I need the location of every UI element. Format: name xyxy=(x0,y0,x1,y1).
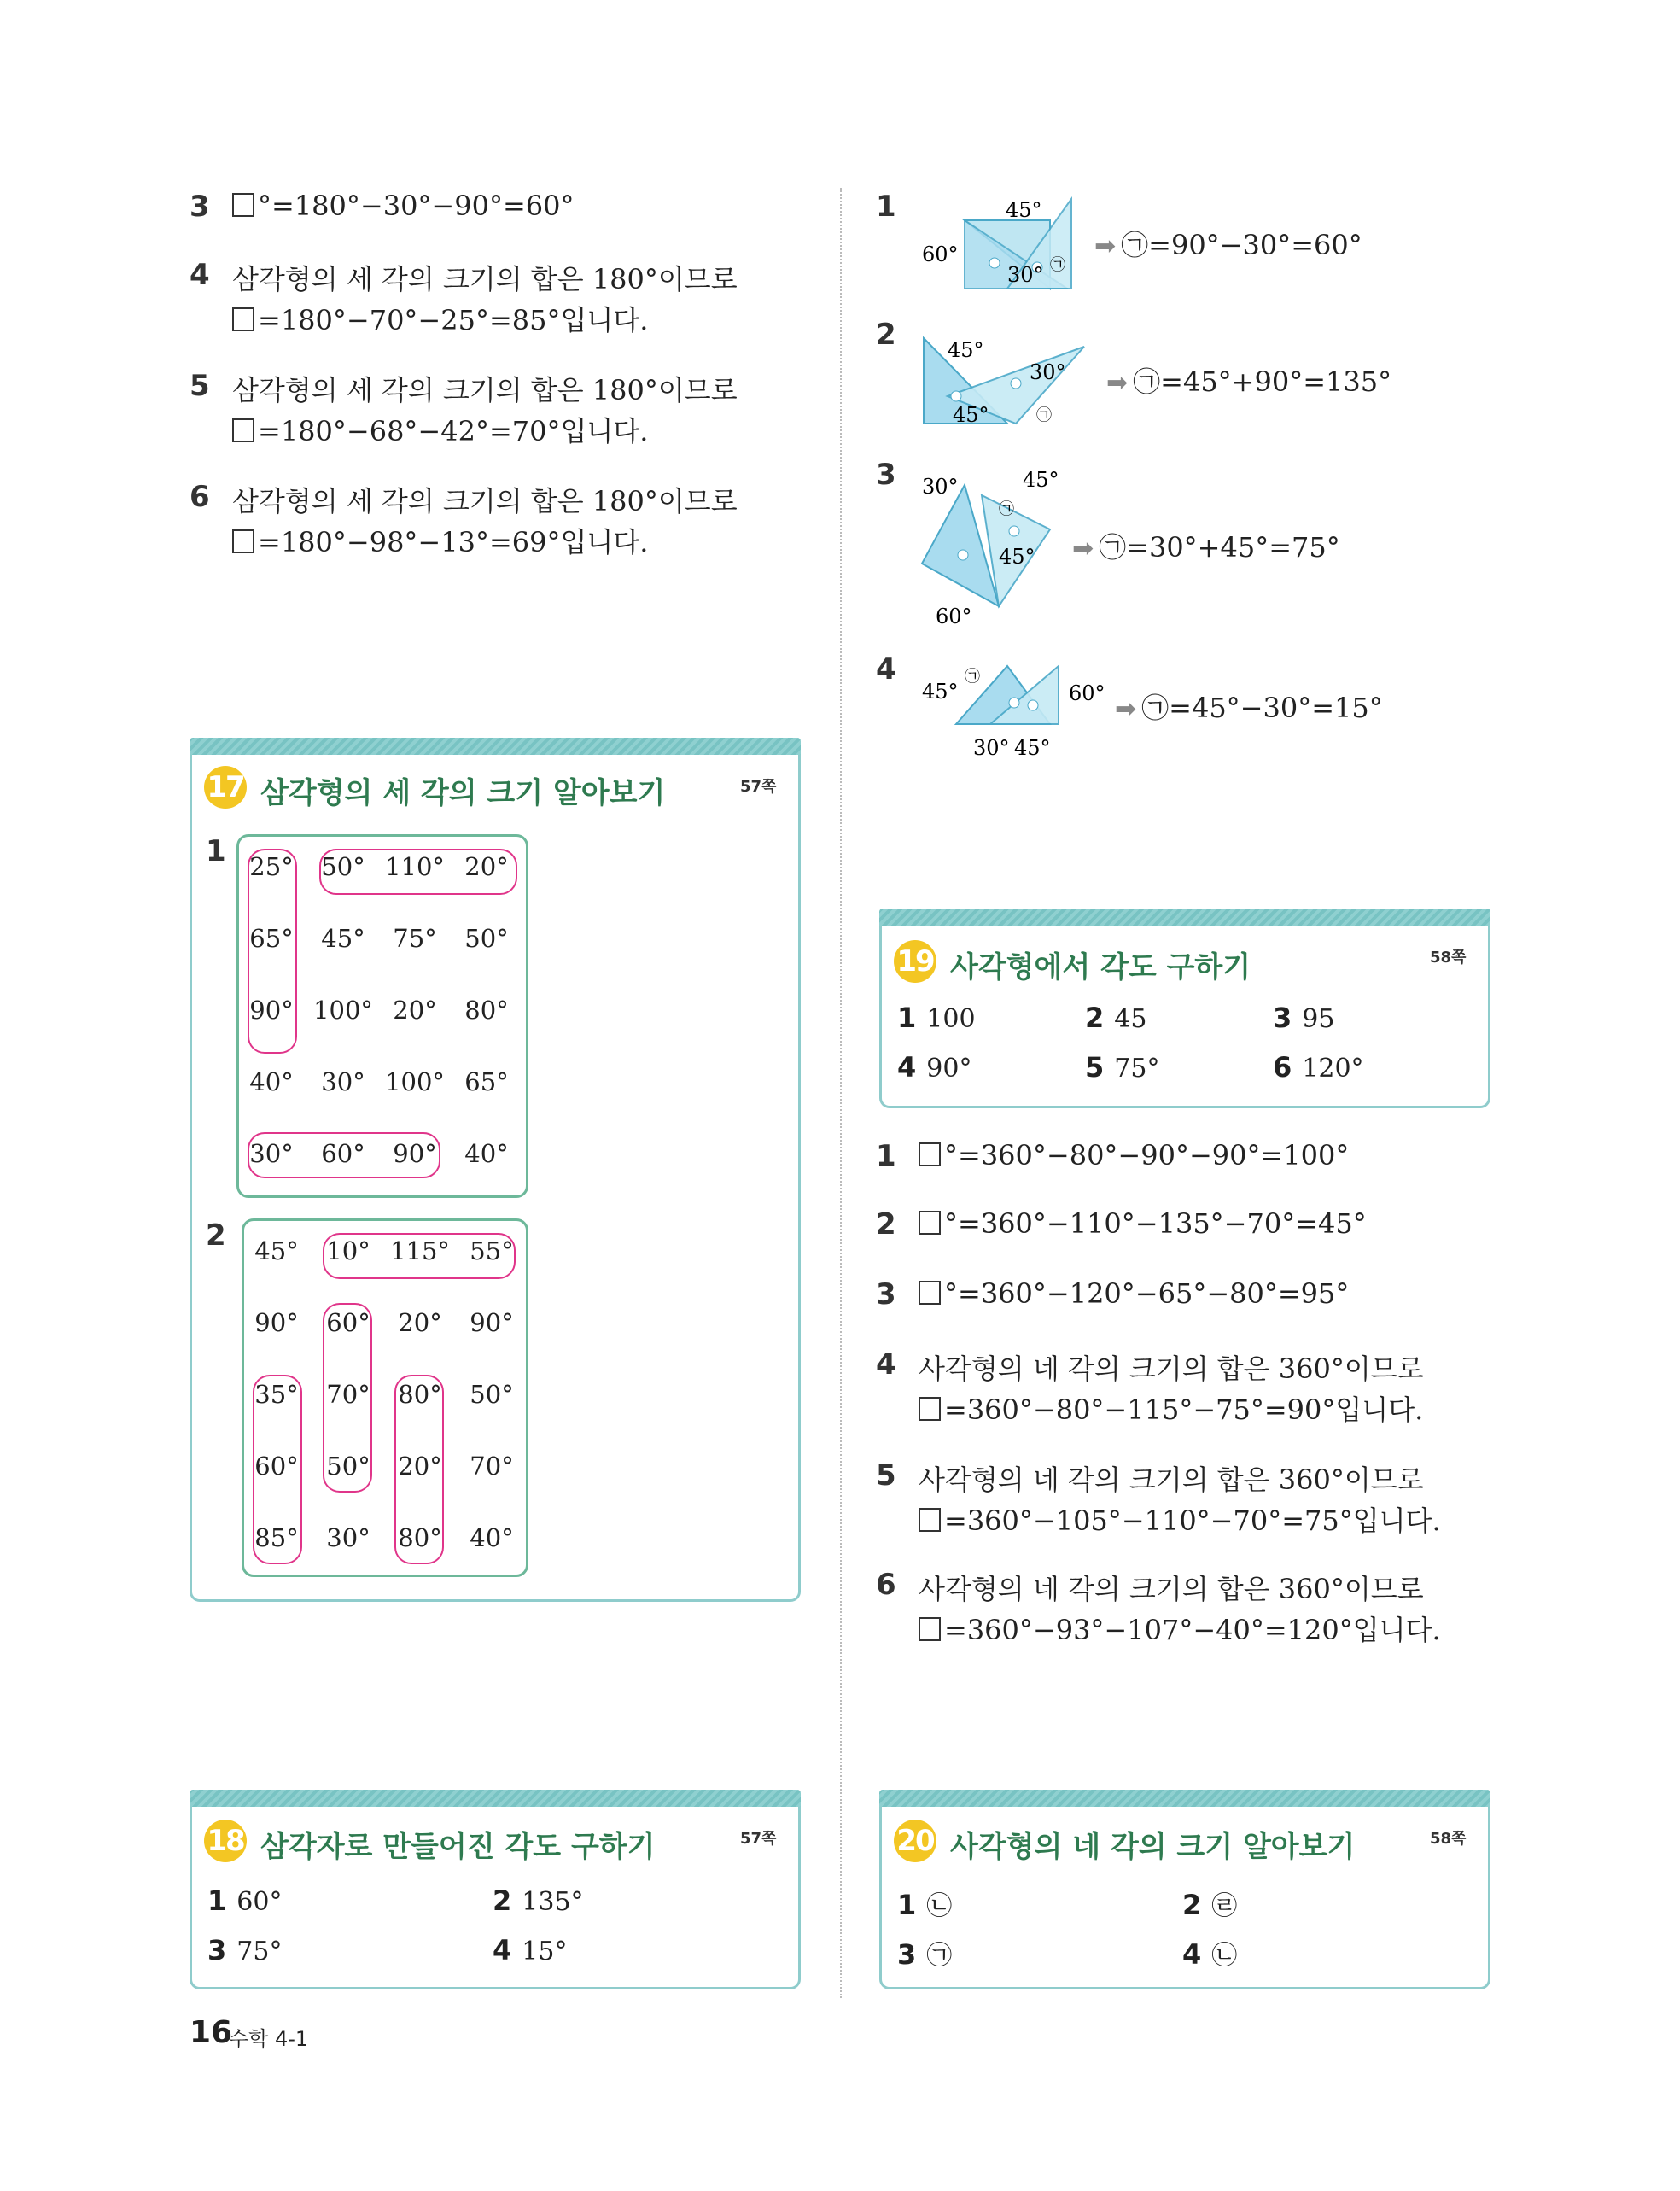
angle-cell: 70° xyxy=(326,1380,370,1409)
problem-number: 3 xyxy=(190,190,210,224)
section-title: 사각형에서 각도 구하기 xyxy=(950,950,1251,984)
answer-3: 3 95 xyxy=(1273,1002,1335,1034)
solution-line: =180°−98°−13°=69°입니다. xyxy=(232,521,648,560)
page-reference: 57쪽 xyxy=(740,778,777,796)
angle-cell: 115° xyxy=(390,1236,450,1265)
angle-cell: 65° xyxy=(464,1067,509,1096)
svg-text:30°: 30° xyxy=(922,475,959,499)
solution-line: 사각형의 네 각의 크기의 합은 360°이므로 xyxy=(919,1353,1424,1385)
angle-cell: 50° xyxy=(470,1380,514,1409)
answer-6: 6 120° xyxy=(1273,1051,1364,1084)
angle-cell: 50° xyxy=(321,852,365,881)
angle-cell: 30° xyxy=(326,1523,370,1552)
solution-line: °=360°−80°−90°−90°=100° xyxy=(919,1139,1349,1171)
angle-cell: 50° xyxy=(326,1452,370,1481)
angle-cell: 90° xyxy=(393,1139,437,1168)
page-reference: 58쪽 xyxy=(1430,1830,1467,1848)
section-19-card xyxy=(879,909,1490,1108)
problem-number: 6 xyxy=(876,1568,896,1602)
answer-2: 2 45 xyxy=(1085,1002,1147,1034)
result-arrow-icon: ➡ xyxy=(1115,694,1137,724)
angle-cell: 60° xyxy=(254,1452,299,1481)
svg-text:45°: 45° xyxy=(1023,468,1059,492)
answer-1: 1 ㉡ xyxy=(897,1889,953,1921)
solution-line: 삼각형의 세 각의 크기의 합은 180°이므로 xyxy=(232,485,738,517)
answer-2: 2 135° xyxy=(493,1884,584,1917)
blank-box xyxy=(919,1397,941,1421)
problem-number: 1 xyxy=(876,1139,896,1173)
svg-text:45°: 45° xyxy=(1006,198,1042,222)
svg-text:㉠: ㉠ xyxy=(1050,256,1065,274)
section-badge: 17 xyxy=(204,766,247,809)
svg-text:45°: 45° xyxy=(953,403,989,427)
angle-cell: 40° xyxy=(470,1523,514,1552)
angle-cell: 30° xyxy=(321,1067,365,1096)
angle-cell: 70° xyxy=(470,1452,514,1481)
problem-number: 1 xyxy=(206,834,226,868)
svg-text:45°: 45° xyxy=(1014,736,1051,760)
answer-1: 1 60° xyxy=(207,1884,283,1917)
solution-line: 사각형의 네 각의 크기의 합은 360°이므로 xyxy=(919,1464,1424,1496)
card-header-bar xyxy=(879,909,1490,926)
answer-2: 2 ㉣ xyxy=(1182,1889,1238,1921)
svg-text:60°: 60° xyxy=(922,242,959,266)
card-header-bar xyxy=(879,1790,1490,1807)
angle-cell: 110° xyxy=(385,852,445,881)
angle-cell: 55° xyxy=(470,1236,514,1265)
svg-text:㉠: ㉠ xyxy=(965,668,980,686)
answer-4: 4 15° xyxy=(493,1934,568,1966)
section-title: 삼각형의 세 각의 크기 알아보기 xyxy=(260,776,666,810)
section-badge: 19 xyxy=(894,940,936,983)
answer-1: 1 100 xyxy=(897,1002,976,1034)
blank-box xyxy=(232,529,254,553)
solution-line: 삼각형의 세 각의 크기의 합은 180°이므로 xyxy=(232,263,738,295)
blank-box xyxy=(232,418,254,442)
svg-text:45°: 45° xyxy=(999,545,1035,569)
problem-number: 3 xyxy=(876,458,896,492)
solution-line: 사각형의 네 각의 크기의 합은 360°이므로 xyxy=(919,1573,1424,1605)
angle-cell: 90° xyxy=(470,1308,514,1337)
angle-cell: 10° xyxy=(326,1236,370,1265)
problem-number: 1 xyxy=(876,190,896,224)
solution-line: =360°−105°−110°−70°=75°입니다. xyxy=(919,1499,1441,1539)
problem-number: 2 xyxy=(876,1207,896,1242)
section-18-card xyxy=(190,1790,801,1989)
svg-text:㉠: ㉠ xyxy=(999,500,1014,518)
angle-cell: 25° xyxy=(249,852,294,881)
angle-cell: 45° xyxy=(321,924,365,953)
answer-5: 5 75° xyxy=(1085,1051,1160,1084)
column-divider xyxy=(840,188,842,1998)
angle-cell: 20° xyxy=(393,996,437,1025)
svg-text:30°: 30° xyxy=(973,736,1010,760)
triangle-figure-4 xyxy=(913,656,1110,767)
blank-box xyxy=(919,1211,941,1235)
page-reference: 58쪽 xyxy=(1430,949,1467,967)
problem-number: 2 xyxy=(206,1218,226,1253)
angle-cell: 60° xyxy=(326,1308,370,1337)
section-title: 삼각자로 만들어진 각도 구하기 xyxy=(260,1830,656,1864)
figure-equation: ➡ ㉠=45°−30°=15° xyxy=(1115,692,1383,724)
problem-number: 5 xyxy=(876,1458,896,1493)
section-badge: 20 xyxy=(894,1820,936,1862)
svg-text:60°: 60° xyxy=(936,605,972,628)
figure-equation: ➡ ㉠=30°+45°=75° xyxy=(1072,531,1340,564)
solution-line: =360°−93°−107°−40°=120°입니다. xyxy=(919,1609,1441,1648)
problem-number: 5 xyxy=(190,369,210,403)
svg-text:45°: 45° xyxy=(948,338,984,362)
solution-line: °=180°−30°−90°=60° xyxy=(232,190,574,222)
triangle-figure-1 xyxy=(913,195,1084,297)
answer-4: 4 90° xyxy=(897,1051,972,1084)
problem-number: 2 xyxy=(876,318,896,352)
answer-3: 3 75° xyxy=(207,1934,283,1966)
section-title: 사각형의 네 각의 크기 알아보기 xyxy=(950,1830,1356,1864)
solution-line: 삼각형의 세 각의 크기의 합은 180°이므로 xyxy=(232,374,738,406)
result-arrow-icon: ➡ xyxy=(1106,368,1129,398)
svg-text:45°: 45° xyxy=(922,680,959,704)
angle-cell: 40° xyxy=(464,1139,509,1168)
answer-4: 4 ㉡ xyxy=(1182,1938,1238,1971)
problem-number: 3 xyxy=(876,1277,896,1312)
card-header-bar xyxy=(190,1790,801,1807)
angle-cell: 60° xyxy=(321,1139,365,1168)
page-reference: 57쪽 xyxy=(740,1830,777,1848)
angle-cell: 80° xyxy=(464,996,509,1025)
blank-box xyxy=(232,307,254,331)
section-20-card xyxy=(879,1790,1490,1989)
angle-cell: 100° xyxy=(385,1067,445,1096)
book-title: 수학 4-1 xyxy=(229,2027,309,2051)
blank-box xyxy=(919,1281,941,1305)
angle-cell: 100° xyxy=(313,996,373,1025)
angle-cell: 90° xyxy=(254,1308,299,1337)
angle-cell: 30° xyxy=(249,1139,294,1168)
result-arrow-icon: ➡ xyxy=(1072,534,1094,564)
page-number: 16 xyxy=(190,2015,233,2050)
section-badge: 18 xyxy=(204,1820,247,1862)
blank-box xyxy=(919,1617,941,1641)
angle-cell: 45° xyxy=(254,1236,299,1265)
angle-cell: 40° xyxy=(249,1067,294,1096)
angle-cell: 65° xyxy=(249,924,294,953)
angle-cell: 20° xyxy=(464,852,509,881)
figure-equation: ➡ ㉠=45°+90°=135° xyxy=(1106,365,1392,398)
svg-text:60°: 60° xyxy=(1069,681,1105,705)
triangle-figure-3 xyxy=(913,461,1067,632)
figure-equation: ➡ ㉠=90°−30°=60° xyxy=(1094,229,1362,261)
blank-box xyxy=(919,1508,941,1532)
svg-text:㉠: ㉠ xyxy=(1036,406,1052,424)
angle-cell: 50° xyxy=(464,924,509,953)
solution-line: =360°−80°−115°−75°=90°입니다. xyxy=(919,1388,1423,1428)
angle-cell: 75° xyxy=(393,924,437,953)
triangle-figure-2 xyxy=(913,328,1101,430)
card-header-bar xyxy=(190,738,801,755)
svg-text:30°: 30° xyxy=(1030,360,1066,384)
answer-3: 3 ㉠ xyxy=(897,1938,953,1971)
solution-line: °=360°−120°−65°−80°=95° xyxy=(919,1277,1349,1310)
angle-cell: 80° xyxy=(398,1380,442,1409)
angle-cell: 20° xyxy=(398,1452,442,1481)
angle-cell: 90° xyxy=(249,996,294,1025)
angle-cell: 20° xyxy=(398,1308,442,1337)
problem-number: 4 xyxy=(876,1347,896,1382)
result-arrow-icon: ➡ xyxy=(1094,231,1117,261)
angle-cell: 35° xyxy=(254,1380,299,1409)
blank-box xyxy=(919,1142,941,1166)
solution-line: =180°−70°−25°=85°입니다. xyxy=(232,299,648,338)
problem-number: 4 xyxy=(190,258,210,292)
solution-line: =180°−68°−42°=70°입니다. xyxy=(232,410,648,449)
angle-cell: 85° xyxy=(254,1523,299,1552)
problem-number: 4 xyxy=(876,652,896,687)
svg-text:30°: 30° xyxy=(1007,263,1044,287)
angle-cell: 80° xyxy=(398,1523,442,1552)
solution-line: °=360°−110°−135°−70°=45° xyxy=(919,1207,1367,1240)
problem-number: 6 xyxy=(190,480,210,514)
blank-box xyxy=(232,193,254,217)
